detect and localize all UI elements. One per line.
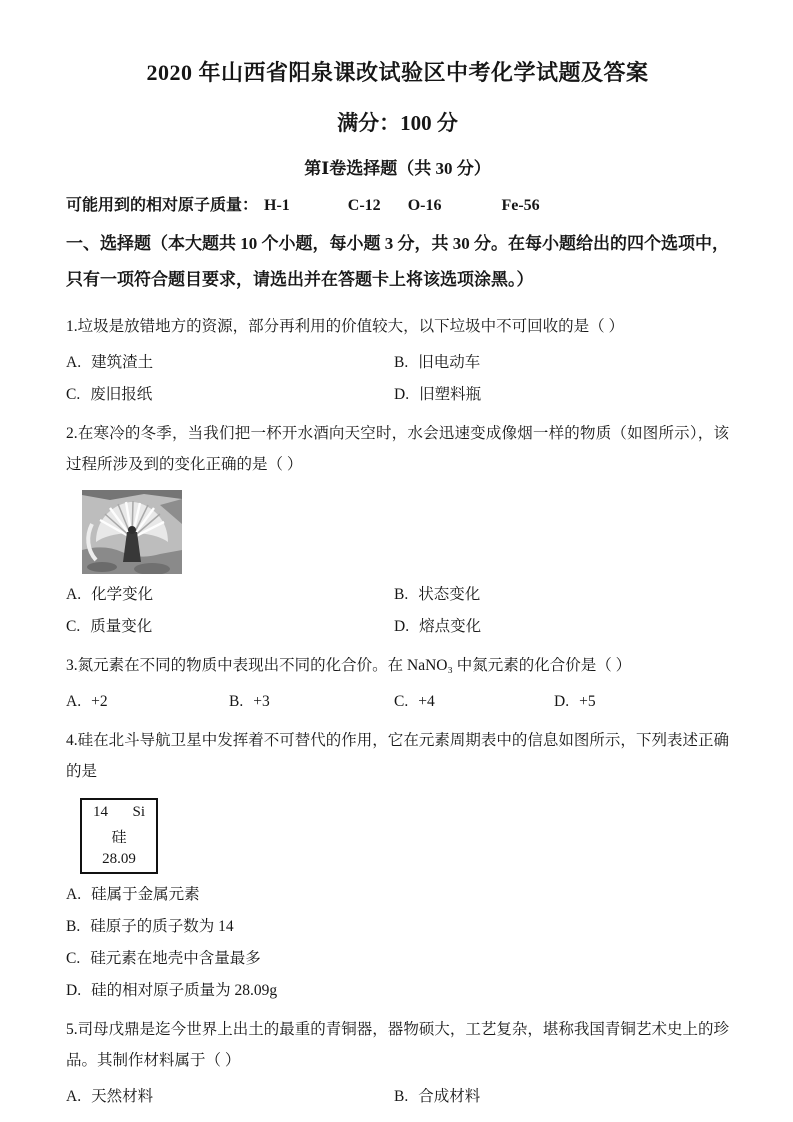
option-3d xyxy=(554,692,729,712)
option-text: +5 xyxy=(579,693,596,710)
option-letter: A. xyxy=(66,354,82,371)
option-text: 熔点变化 xyxy=(419,618,482,635)
option-text: 废旧报纸 xyxy=(90,386,153,403)
option-text: +3 xyxy=(253,693,270,710)
option-5a xyxy=(66,1087,394,1107)
option-letter: A. xyxy=(66,1088,82,1105)
option-letter: A. xyxy=(66,693,82,710)
question-1-stem xyxy=(66,311,729,342)
element-symbol: Si xyxy=(132,804,145,821)
question-text: 司母戊鼎是迄今世界上出土的最重的青铜器，器物硕大，工艺复杂，堪称我国青铜艺术史上的珍品。其制作材料属于（ ） xyxy=(66,1021,729,1069)
question-number: 2. xyxy=(66,425,78,442)
option-letter: B. xyxy=(394,586,409,603)
question-3-stem xyxy=(66,650,729,681)
question-2-options xyxy=(66,585,729,637)
option-letter: B. xyxy=(66,918,81,935)
option-letter: C. xyxy=(394,693,409,710)
option-1a xyxy=(66,353,394,373)
option-letter: A. xyxy=(66,586,82,603)
option-text: 硅元素在地壳中含量最多 xyxy=(90,950,261,967)
option-1d xyxy=(394,385,729,405)
option-letter: B. xyxy=(394,1088,409,1105)
element-cell-top xyxy=(82,804,156,821)
question-2-stem xyxy=(66,418,729,480)
option-1c xyxy=(66,385,394,405)
question-4-options xyxy=(66,885,729,1001)
question-1 xyxy=(66,311,729,405)
option-letter: B. xyxy=(229,693,244,710)
option-3c xyxy=(394,692,554,712)
question-text: 硅在北斗导航卫星中发挥着不可替代的作用，它在元素周期表中的信息如图所示，下列表述正确的是 xyxy=(66,732,729,780)
option-letter: D. xyxy=(394,386,410,403)
element-mass: 28.09 xyxy=(102,850,136,867)
option-letter: C. xyxy=(66,618,81,635)
question-number: 3. xyxy=(66,657,78,674)
option-text: 天然材料 xyxy=(91,1088,154,1105)
option-letter: D. xyxy=(394,618,410,635)
question-5-stem xyxy=(66,1014,729,1076)
option-text: +4 xyxy=(418,693,435,710)
option-text: 硅的相对原子质量为 28.09g xyxy=(91,982,278,999)
section-i-title: 第Ⅰ卷选择题（共 30 分） xyxy=(304,159,491,178)
silicon-element-cell xyxy=(80,798,158,874)
full-score-line: 满分：100 分 xyxy=(337,111,458,135)
atomic-mass-line xyxy=(66,192,729,215)
option-text: 合成材料 xyxy=(418,1088,481,1105)
option-text: 建筑渣土 xyxy=(91,354,154,371)
option-text: 硅原子的质子数为 14 xyxy=(90,918,234,935)
option-2d xyxy=(394,617,729,637)
option-text: +2 xyxy=(91,693,108,710)
option-2b xyxy=(394,585,729,605)
question-4 xyxy=(66,725,729,1001)
element-name: 硅 xyxy=(111,829,127,846)
atomic-mass-h: H-1 xyxy=(264,197,290,214)
option-letter: A. xyxy=(66,886,82,903)
option-2a xyxy=(66,585,394,605)
option-letter: D. xyxy=(554,693,570,710)
option-3a xyxy=(66,692,229,712)
option-letter: B. xyxy=(394,354,409,371)
option-4a xyxy=(66,885,729,905)
question-3 xyxy=(66,650,729,712)
option-text: 旧塑料瓶 xyxy=(419,386,482,403)
option-text: 旧电动车 xyxy=(418,354,481,371)
question-4-stem xyxy=(66,725,729,787)
option-text: 质量变化 xyxy=(90,618,153,635)
option-text: 状态变化 xyxy=(418,586,481,603)
question-text: 垃圾是放错地方的资源，部分再利用的价值较大，以下垃圾中不可回收的是（ ） xyxy=(77,318,625,335)
option-2c xyxy=(66,617,394,637)
option-5b xyxy=(394,1087,729,1107)
option-4d xyxy=(66,981,729,1001)
question-number: 5. xyxy=(66,1021,78,1038)
atomic-mass-label: 可能用到的相对原子质量： xyxy=(66,197,259,214)
question-number: 1. xyxy=(66,318,78,335)
question-3-options xyxy=(66,692,729,712)
option-letter: C. xyxy=(66,950,81,967)
section-one-heading: 一、选择题（本大题共 10 个小题，每小题 3 分，共 30 分。在每小题给出的四个选项中，只有一项符合题目要求，请选出并在答题卡上将该选项涂黑。） xyxy=(66,234,729,289)
question-number: 4. xyxy=(66,732,78,749)
option-letter: D. xyxy=(66,982,82,999)
page-title: 2020 年山西省阳泉课改试验区中考化学试题及答案 xyxy=(146,60,649,85)
option-3b xyxy=(229,692,394,712)
atomic-number: 14 xyxy=(93,804,108,821)
option-text: 硅属于金属元素 xyxy=(91,886,200,903)
option-letter: C. xyxy=(66,386,81,403)
atomic-mass-c: C-12 xyxy=(347,197,381,214)
question-5-options xyxy=(66,1087,729,1107)
option-4b xyxy=(66,917,729,937)
atomic-mass-fe: Fe-56 xyxy=(501,197,540,214)
question-text: 在寒冷的冬季，当我们把一杯开水酒向天空时，水会迅速变成像烟一样的物质（如图所示），该过程所涉及到的变化正确的是（ ） xyxy=(66,425,729,473)
question-text: 氮元素在不同的物质中表现出不同的化合价。在 NaNO₃ 中氮元素的化合价是（ ） xyxy=(77,657,632,674)
question-2 xyxy=(66,418,729,637)
question-5 xyxy=(66,1014,729,1107)
option-text: 化学变化 xyxy=(91,586,154,603)
option-4c xyxy=(66,949,729,969)
question-1-options xyxy=(66,353,729,405)
hot-water-steam-photo xyxy=(82,490,182,574)
option-1b xyxy=(394,353,729,373)
atomic-mass-o: O-16 xyxy=(407,197,442,214)
